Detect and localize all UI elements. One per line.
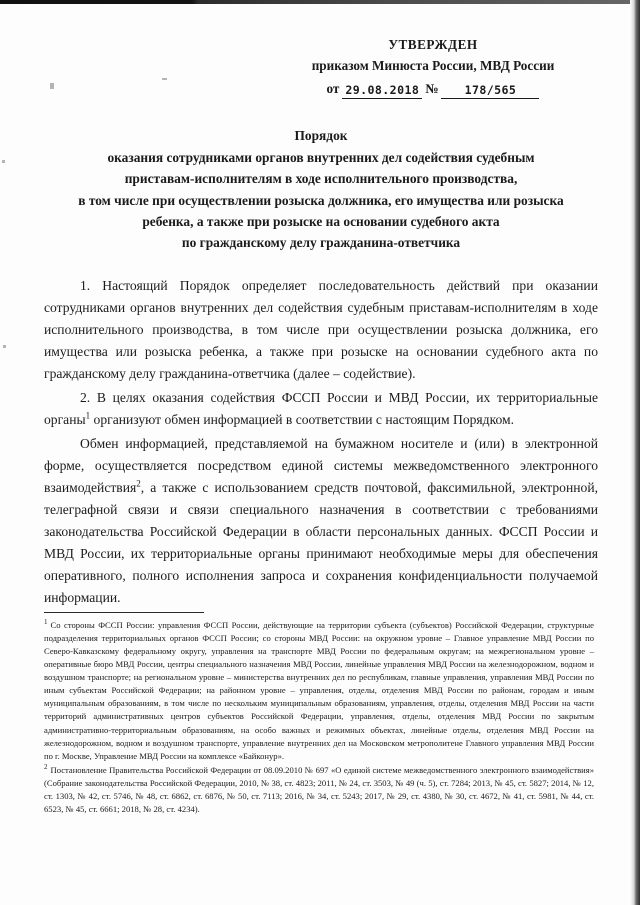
footnote-separator-rule [44,612,204,613]
footnote-marker: 2 [44,762,48,771]
document-title-line: приставам-исполнителям в ходе исполнительного производства, [124,171,518,187]
body-paragraph-2 [44,387,598,431]
document-title-line: по гражданскому делу гражданина-ответчика [181,234,461,250]
body-paragraph-3 [44,433,598,609]
footnote-marker: 1 [44,618,48,627]
paragraph-3-text-before: Обмен информацией, представляемой на бумажном носителе и (или) в электронной форме, осуществляется посредством единой системы межведомственного электронного взаимодействия [44,436,598,496]
body-paragraph-1: 1. Настоящий Порядок определяет последовательность действий при оказании сотрудниками органов внутренних дел содействия судебным приставам-исполнителям в ходе исполнительного производства, в том числе при осуществлении розыска должника, его имущества или розыска ребенка, а также при розыске на основании судебного акта по гражданскому делу гражданина-ответчика (далее – содействие). [44,278,598,382]
footnotes-section [44,612,594,817]
footnote-text: Постановление Правительства Российской Федерации от 08.09.2010 № 697 «О единой системе межведомственного электронного взаимодействия» (Собрание законодательства Российской Федерации, 2010, № 38, ст. 4823; 2011, № 24, ст. 3503, № 49 (ч. 5), ст. 7284; 2013, № 45, ст. 5827; 2014, № 12, ст. 1303, № 42, ст. 5746, № 48, ст. 6862, ст. 6876, № 50, ст. 7113; 2016, № 34, ст. 5243; 2017, № 29, ст. 4380, № 30, ст. 4672, № 41, ст. 5981, № 44, ст. 6523, № 45, ст. 6661; 2018, № 28, ст. 4234). [44,764,594,814]
document-title-line: ребенка, а также при розыске на основании судебного акта [142,213,500,229]
footnote-item [44,619,594,763]
footnote-text: Со стороны ФССП России: управления ФССП России, действующие на территории субъекта (субъектов) Российской Федерации, структурные подразделения территориальных органов ФССП России; со стороны МВД России: на окружном уровне – Главное управление МВД России по Северо-Кавказскому федеральному округу, управления на транспорте МВД России по федеральным округам; на межрегиональном уровне – оперативные бюро МВД России, центры специального назначения МВД России, линейные управления МВД России на железнодорожном, водном и воздушном транспорте; на региональном уровне – министерства внутренних дел по республикам, главные управления, управления МВД России по иным субъектам Российской Федерации; на районном уровне – управления, отделы, отделения МВД России по районам, городам и иным муниципальным образованиям, в том числе по нескольким муниципальным образованиям, управления, отделы, отделения МВД России на части территорий административных центров субъектов Российской Федерации, управления, отделы, отделения МВД России по закрытым административно-территориальным образованиям, на особо важных и режимных объектах, линейные отделы, отделения МВД России на железнодорожном, водном и воздушном транспорте, управление внутренних дел на Московском метрополитене Главного управления МВД России по г. Москве, Управление МВД России на комплексе «Байконур». [44,620,594,761]
footnote-ref-2[interactable]: 2 [136,478,141,489]
approval-date-row [268,78,598,99]
paragraph-2-text-after: организуют обмен информацией в соответствии с настоящим Порядком. [90,412,515,428]
footnote-ref-1[interactable]: 1 [85,410,91,421]
approval-number-value: 178/565 [441,84,539,99]
paragraph-3-text-after: , а также с использованием средств почтовой, факсимильной, электронной, телеграфной связи и связи специального назначения в соответствии с требованиями законодательства Российской Федерации в области персональных данных. ФССП России и МВД России, их территориальные органы принимают необходимые меры для обеспечения оперативного, полного исполнения запроса и сохранения конфиденциальности получаемой информации. [44,480,598,606]
document-body [44,275,598,609]
document-title-line: оказания сотрудниками органов внутренних дел содействия судебным [107,150,535,166]
approval-order-line: приказом Минюста России, МВД России [311,58,555,74]
approval-title: УТВЕРЖДЕН [388,37,478,52]
approval-number-label: № [425,80,439,96]
document-title-heading: Порядок [294,128,348,144]
document-title-line: в том числе при осуществлении розыска должника, его имущества или розыска [78,192,564,208]
footnote-item [44,764,594,816]
approval-date-value: 29.08.2018 [342,84,422,99]
approval-date-label: от [326,80,340,96]
approval-block [268,34,598,99]
document-title [44,125,598,253]
paragraph-2-text-before: 2. В целях оказания содействия ФССП России и МВД России, их территориальные органы [44,390,598,428]
